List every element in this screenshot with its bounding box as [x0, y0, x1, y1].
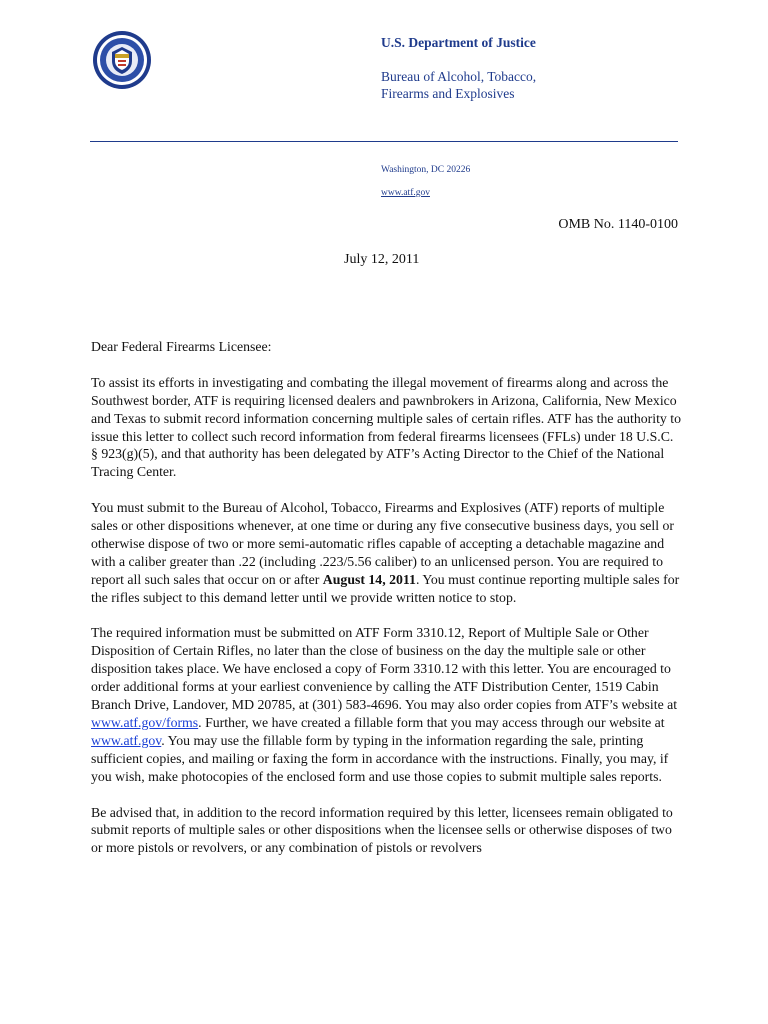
- letter-date: July 12, 2011: [344, 252, 420, 267]
- department-name: U.S. Department of Justice: [381, 35, 536, 50]
- doj-seal-logo: [92, 30, 152, 90]
- paragraph-4: Be advised that, in addition to the record information required by this letter, licensees remain obligated to submit reports of multiple sales or other dispositions when the licensee sells or otherwise disposes of two or more pistols or revolvers, or any combination of pistols or revolvers: [91, 804, 673, 856]
- paragraph-2-text-b: . You must continue reporting multiple sales for the rifles subject to this demand letter until we provide written notice to stop.: [91, 571, 680, 605]
- bureau-line-1: Bureau of Alcohol, Tobacco,: [381, 69, 537, 84]
- website-link[interactable]: www.atf.gov: [381, 188, 430, 198]
- omb-number: OMB No. 1140-0100: [558, 217, 678, 232]
- atf-link[interactable]: www.atf.gov: [91, 732, 162, 748]
- paragraph-3-text-c: . You may use the fillable form by typing in the information regarding the sale, printing sufficient copies, and mailing or faxing the form in accordance with the instructions. Finally, you may, if you wish, make photocopies of the enclosed form and use those copies to submit multiple sales reports.: [91, 732, 669, 784]
- forms-link[interactable]: www.atf.gov/forms: [91, 714, 199, 730]
- paragraph-2: [91, 499, 681, 606]
- deadline-date: August 14, 2011: [322, 571, 416, 587]
- paragraph-3-text-b: . Further, we have created a fillable form that you may access through our website at: [198, 714, 665, 730]
- bureau-name: [381, 68, 681, 102]
- header-divider: [90, 141, 678, 142]
- paragraph-3: [91, 624, 681, 785]
- paragraph-3-text-a: The required information must be submitted on ATF Form 3310.12, Report of Multiple Sale or Other Disposition of Certain Rifles, no later than the close of business on the day the multiple sale or other disposition takes place. We have enclosed a copy of Form 3310.12 with this letter. You are encouraged to order additional forms at your earliest convenience by calling the ATF Distribution Center, 1519 Cabin Branch Drive, Landover, MD 20785, at (301) 583-4696. You may also order copies from ATF’s website at: [91, 625, 678, 713]
- letter-body: [91, 338, 681, 875]
- paragraph-2-text-a: You must submit to the Bureau of Alcohol, Tobacco, Firearms and Explosives (ATF) reports of multiple sales or other dispositions whenever, at one time or during any five consecutive business days, you sell or otherwise dispose of two or more semi-automatic rifles capable of accepting a detachable magazine and with a caliber greater than .22 (including .223/5.56 caliber) to an unlicensed person. You are required to report all such sales that occur on or after: [91, 500, 675, 587]
- paragraph-1: To assist its efforts in investigating and combating the illegal movement of firearms along and across the Southwest border, ATF is requiring licensed dealers and pawnbrokers in Arizona, California, New Mexico and Texas to submit record information concerning multiple sales of certain rifles. ATF has the authority to issue this letter to collect such record information from federal firearms licensees (FFLs) under 18 U.S.C. § 923(g)(5), and that authority has been delegated by ATF’s Acting Director to the Chief of the National Tracing Center.: [91, 374, 681, 480]
- salutation: Dear Federal Firearms Licensee:: [91, 339, 272, 354]
- address: Washington, DC 20226: [381, 165, 471, 175]
- bureau-line-2: Firearms and Explosives: [381, 86, 515, 101]
